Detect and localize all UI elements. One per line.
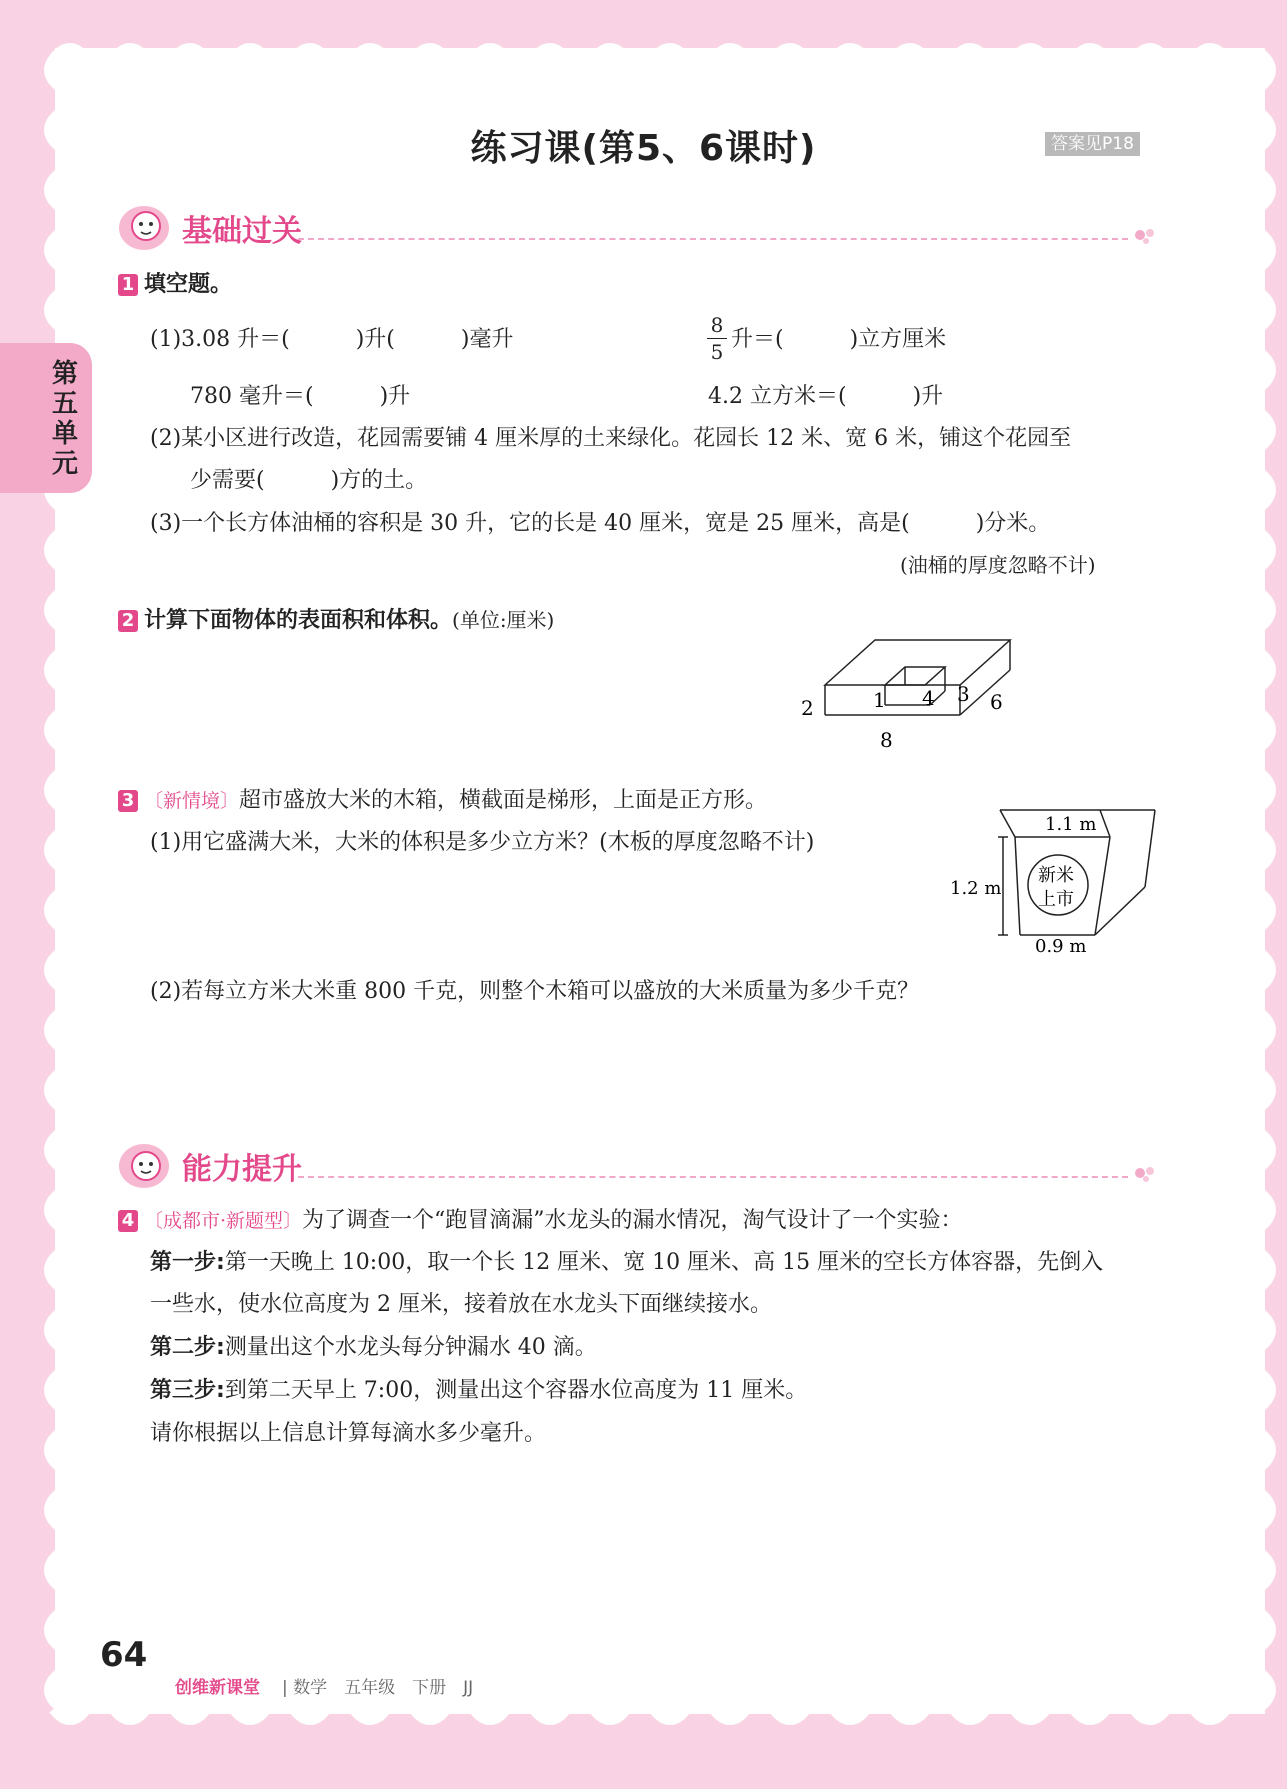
question-number: 4 bbox=[118, 1210, 138, 1232]
question-3-heading bbox=[118, 786, 767, 816]
question-1-heading bbox=[118, 270, 232, 300]
mascot-avatar-icon bbox=[118, 202, 176, 252]
step-block-figure bbox=[795, 635, 1025, 755]
q1-line-1b: 升＝( )立方厘米 bbox=[731, 327, 947, 352]
question-4-heading bbox=[118, 1206, 963, 1236]
fig-label-width: 6 bbox=[990, 690, 1003, 714]
q1-line-2a: 780 毫升＝( )升 bbox=[190, 384, 411, 409]
unit-side-tab bbox=[0, 343, 92, 493]
section-divider bbox=[298, 238, 1128, 240]
step-label: 第一步: bbox=[150, 1250, 225, 1275]
answer-reference-badge: 答案见P18 bbox=[1045, 132, 1140, 156]
q3-sub-2: (2)若每立方米大米重 800 千克，则整个木箱可以盛放的大米质量为多少千克？ bbox=[150, 979, 920, 1004]
step-label: 第二步: bbox=[150, 1335, 225, 1360]
fig-label-bottom: 0.9 m bbox=[1035, 936, 1087, 957]
q1-line-6: (油桶的厚度忽略不计) bbox=[900, 553, 1096, 577]
fig-label-top: 1.1 m bbox=[1045, 814, 1097, 835]
step-text: 测量出这个水龙头每分钟漏水 40 滴。 bbox=[224, 1335, 597, 1360]
question-tag: 〔新情境〕 bbox=[144, 790, 240, 812]
q4-step-1b: 一些水，使水位高度为 2 厘米，接着放在水龙头下面继续接水。 bbox=[150, 1292, 772, 1317]
q4-step-1 bbox=[150, 1248, 1103, 1278]
fraction-numerator: 8 bbox=[710, 313, 724, 337]
step-text: 第一天晚上 10:00，取一个长 12 厘米、宽 10 厘米、高 15 厘米的空长方体容器，先倒入 bbox=[224, 1250, 1104, 1275]
question-tag: 〔成都市·新题型〕 bbox=[144, 1210, 303, 1232]
section-label: 基础过关 bbox=[182, 214, 302, 249]
q3-sub-1: (1)用它盛满大米，大米的体积是多少立方米？(木板的厚度忽略不计) bbox=[150, 830, 815, 855]
mascot-avatar-icon bbox=[118, 1140, 176, 1190]
rice-box-figure bbox=[945, 805, 1170, 965]
question-text: 超市盛放大米的木箱，横截面是梯形，上面是正方形。 bbox=[239, 788, 768, 813]
q4-step-2 bbox=[150, 1333, 597, 1363]
section-divider bbox=[298, 1176, 1128, 1178]
question-2-heading bbox=[118, 605, 554, 636]
section-header-basics bbox=[118, 202, 1158, 250]
question-number: 3 bbox=[118, 790, 138, 812]
fig-label-length: 8 bbox=[880, 728, 893, 752]
step-text: 到第二天早上 7:00，测量出这个容器水位高度为 11 厘米。 bbox=[224, 1378, 808, 1403]
question-text: 计算下面物体的表面积和体积。 bbox=[144, 608, 453, 633]
fraction-8-5 bbox=[707, 313, 727, 364]
question-number: 2 bbox=[118, 610, 138, 632]
unit-tab-label: 第五单元 bbox=[51, 359, 78, 479]
decor-dots-icon bbox=[1134, 226, 1158, 246]
fig-label-step: 1 bbox=[873, 688, 886, 712]
sign-text-2: 上市 bbox=[1038, 889, 1074, 910]
fig-label-height: 1.2 m bbox=[950, 878, 1002, 899]
step-label: 第三步: bbox=[150, 1378, 225, 1403]
question-text: 为了调查一个“跑冒滴漏”水龙头的漏水情况，淘气设计了一个实验： bbox=[302, 1208, 963, 1233]
page-title: 练习课(第5、6课时) bbox=[470, 128, 817, 169]
q1-line-3: (2)某小区进行改造，花园需要铺 4 厘米厚的土来绿化。花园长 12 米、宽 6 米，铺这个花园至 bbox=[150, 426, 1072, 451]
fig-label-height: 2 bbox=[801, 696, 814, 720]
book-info: | 数学 五年级 下册 JJ bbox=[282, 1678, 474, 1698]
fig-label-inner-length: 4 bbox=[922, 686, 935, 710]
section-label: 能力提升 bbox=[182, 1152, 302, 1187]
sign-text-1: 新米 bbox=[1038, 865, 1074, 886]
question-unit: (单位:厘米) bbox=[452, 608, 555, 632]
q1-line-5: (3)一个长方体油桶的容积是 30 升，它的长是 40 厘米，宽是 25 厘米，高是( )分米。 bbox=[150, 511, 1051, 536]
brand-name: 创维新课堂 bbox=[175, 1678, 260, 1698]
q4-ask: 请你根据以上信息计算每滴水多少毫升。 bbox=[150, 1421, 547, 1446]
section-header-advanced bbox=[118, 1140, 1158, 1188]
q1-line-4: 少需要( )方的土。 bbox=[190, 468, 428, 493]
q1-line-1a: (1)3.08 升＝( )升( )毫升 bbox=[150, 327, 514, 352]
fig-label-inner-width: 3 bbox=[957, 682, 970, 706]
q1-line-2b: 4.2 立方米＝( )升 bbox=[708, 384, 944, 409]
question-text: 填空题。 bbox=[144, 272, 233, 297]
decor-dots-icon bbox=[1134, 1164, 1158, 1184]
q4-step-3 bbox=[150, 1376, 807, 1406]
fraction-denominator: 5 bbox=[710, 340, 724, 364]
page-number: 64 bbox=[100, 1635, 148, 1675]
question-number: 1 bbox=[118, 274, 138, 296]
